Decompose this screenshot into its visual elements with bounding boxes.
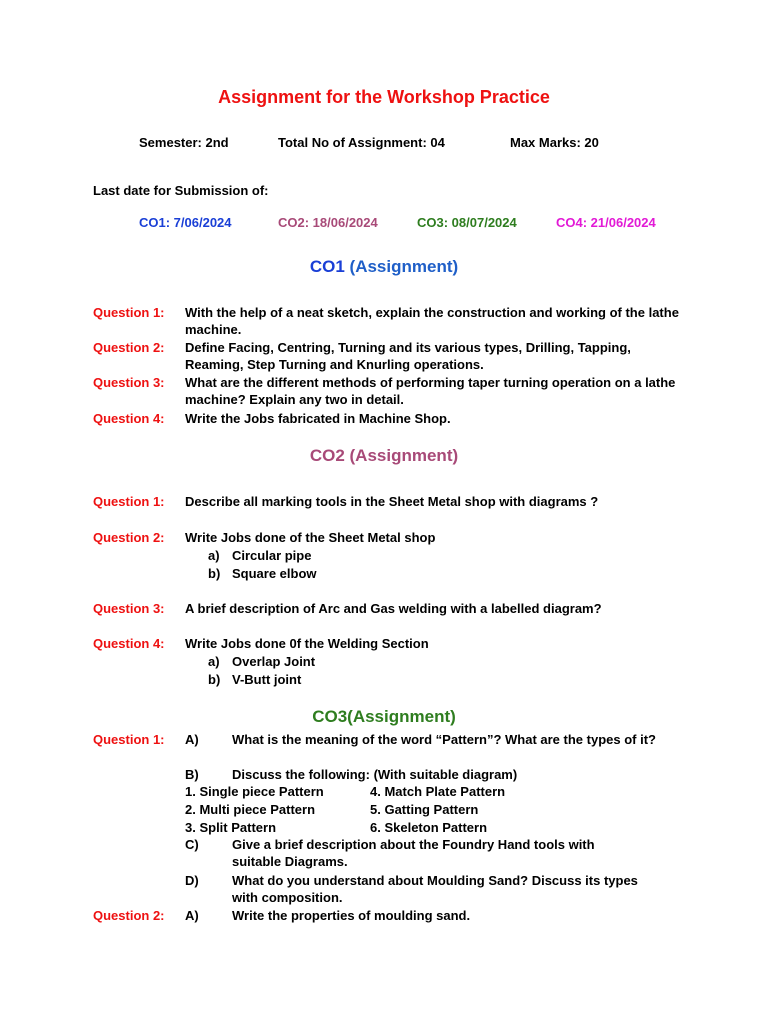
co3-q2-a-marker: A): [185, 908, 199, 923]
co1-heading: [0, 257, 768, 277]
co2-q2-b-marker: b): [208, 566, 221, 581]
co2-q3-text: A brief description of Arc and Gas welding with a labelled diagram?: [185, 601, 602, 616]
co3-q1-d: What do you understand about Moulding Sand? Discuss its types with composition.: [232, 873, 638, 905]
co2-q4-a: Overlap Joint: [232, 654, 316, 669]
co2-q4-b-marker: b): [208, 672, 221, 687]
co3-q1-b-marker: B): [185, 767, 199, 782]
co3-q2-label: Question 2:: [93, 908, 165, 923]
co3-q1-c: Give a brief description about the Foundry Hand tools with suitable Diagrams.: [232, 837, 595, 869]
co1-q1-label: Question 1:: [93, 305, 165, 320]
last-date-label: Last date for Submission of:: [93, 183, 269, 198]
co2-date: CO2: 18/06/2024: [278, 215, 378, 230]
co3-q1-d-marker: D): [185, 873, 199, 888]
co1-q2-label: Question 2:: [93, 340, 165, 355]
co2-q1-text: Describe all marking tools in the Sheet Metal shop with diagrams ?: [185, 494, 599, 509]
pattern-item: 1. Single piece Pattern: [185, 784, 324, 799]
co2-q4-label: Question 4:: [93, 636, 165, 651]
pattern-item: 2. Multi piece Pattern: [185, 802, 316, 817]
co1-q4-text: Write the Jobs fabricated in Machine Shop.: [185, 411, 451, 426]
semester-label: Semester: 2nd: [139, 135, 229, 150]
co3-q1-c-marker: C): [185, 837, 199, 852]
pattern-item: 5. Gatting Pattern: [370, 802, 479, 817]
pattern-item: 3. Split Pattern: [185, 820, 277, 835]
co2-q2-label: Question 2:: [93, 530, 165, 545]
pattern-item: 4. Match Plate Pattern: [370, 784, 506, 799]
co3-q2-a: Write the properties of moulding sand.: [232, 908, 471, 923]
co3-q1-a: What is the meaning of the word “Pattern”? What are the types of it?: [232, 732, 656, 747]
co3-q1-a-marker: A): [185, 732, 199, 747]
co3-q1-b: Discuss the following: (With suitable diagram): [232, 767, 518, 782]
co2-q3-label: Question 3:: [93, 601, 165, 616]
co1-heading-code: CO1: [309, 257, 345, 276]
co2-heading: CO2 (Assignment): [309, 446, 459, 465]
co1-q1-text: With the help of a neat sketch, explain the construction and working of the lathe machine.: [185, 305, 679, 337]
co1-q4-label: Question 4:: [93, 411, 165, 426]
co4-date: CO4: 21/06/2024: [556, 215, 656, 230]
co3-heading: CO3(Assignment): [312, 707, 456, 726]
co3-date: CO3: 08/07/2024: [417, 215, 517, 230]
co1-heading-rest: (Assignment): [344, 257, 459, 276]
co1-date: CO1: 7/06/2024: [139, 215, 232, 230]
co2-q4-text: Write Jobs done 0f the Welding Section: [185, 636, 429, 651]
co2-q4-b: V-Butt joint: [232, 672, 302, 687]
co1-q2-text: Define Facing, Centring, Turning and its various types, Drilling, Tapping, Reaming, Step Turning and Knurling operations.: [185, 340, 631, 372]
co2-q4-a-marker: a): [208, 654, 220, 669]
total-assignments-label: Total No of Assignment: 04: [278, 135, 445, 150]
co2-q2-a-marker: a): [208, 548, 220, 563]
co2-q2-b: Square elbow: [232, 566, 317, 581]
co2-q2-a: Circular pipe: [232, 548, 312, 563]
max-marks-label: Max Marks: 20: [510, 135, 599, 150]
co2-q2-text: Write Jobs done of the Sheet Metal shop: [185, 530, 436, 545]
co3-q1-label: Question 1:: [93, 732, 165, 747]
co2-q1-label: Question 1:: [93, 494, 165, 509]
pattern-item: 6. Skeleton Pattern: [370, 820, 488, 835]
co1-q3-text: What are the different methods of performing taper turning operation on a lathe machine? Explain any two in detail.: [185, 375, 676, 407]
co1-q3-label: Question 3:: [93, 375, 165, 390]
page-title: Assignment for the Workshop Practice: [218, 87, 550, 107]
